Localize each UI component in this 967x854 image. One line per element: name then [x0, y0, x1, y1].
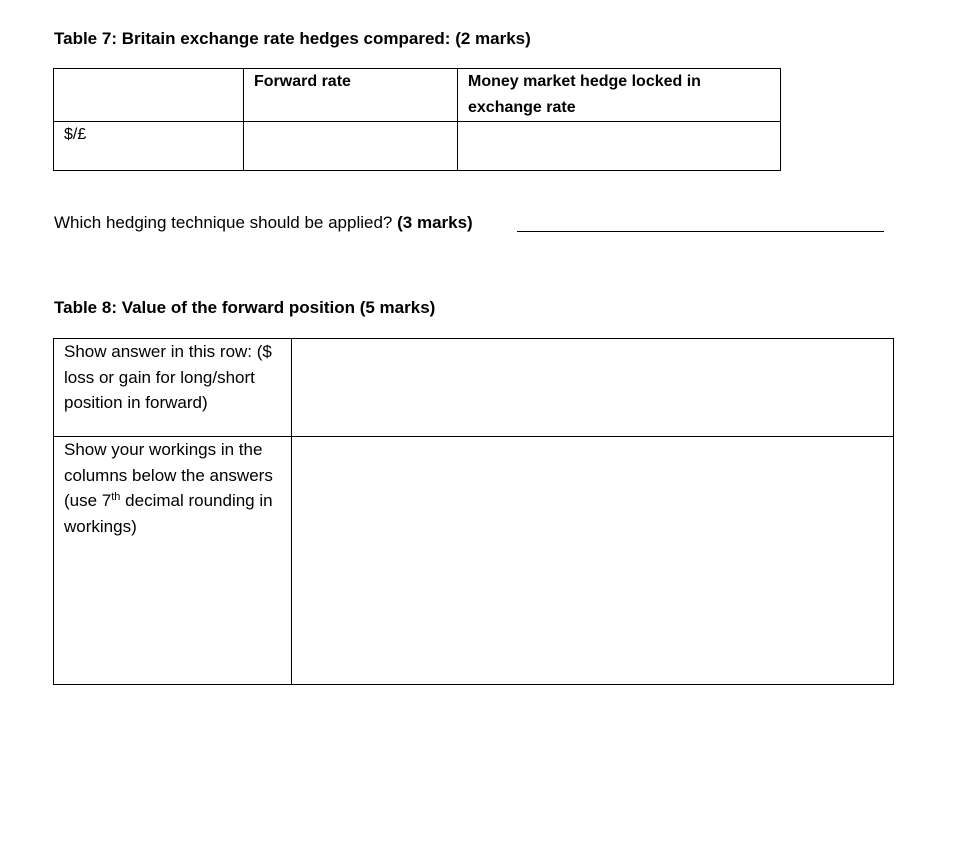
table8-forward-position [53, 338, 894, 685]
table8-workings-label-sup: th [111, 491, 121, 503]
hedging-question [54, 213, 473, 233]
table7-caption: Table 7: Britain exchange rate hedges compared: (2 marks) [54, 29, 531, 48]
hedging-question-marks: (3 marks) [397, 213, 473, 232]
table8-workings-label [54, 437, 292, 685]
hedging-question-text: Which hedging technique should be applied? [54, 213, 393, 232]
table8-answer-cell[interactable] [292, 339, 894, 437]
table7-header-row [54, 69, 781, 122]
table7-header-money-market: Money market hedge locked in exchange rate [458, 69, 781, 122]
table8-workings-label-start: Show your workings in the columns below the answers (use 7 [64, 440, 273, 510]
table8-caption: Table 8: Value of the forward position (5 marks) [54, 298, 436, 317]
table8-workings-label-end: decimal rounding in workings) [64, 491, 273, 536]
table8-workings-row [54, 437, 894, 685]
table7-header-blank [54, 69, 244, 122]
table7-money-market-cell[interactable] [458, 122, 781, 171]
table7-header-forward-rate: Forward rate [244, 69, 458, 122]
table7-row [54, 122, 781, 171]
hedging-answer-line[interactable] [517, 231, 884, 232]
table7-hedges-compared [53, 68, 781, 171]
table7-forward-rate-cell[interactable] [244, 122, 458, 171]
table8-answer-label: Show answer in this row: ($ loss or gain for long/short position in forward) [54, 339, 292, 437]
table8-workings-cell[interactable] [292, 437, 894, 685]
table7-row-label: $/£ [54, 122, 244, 171]
table8-answer-row [54, 339, 894, 437]
